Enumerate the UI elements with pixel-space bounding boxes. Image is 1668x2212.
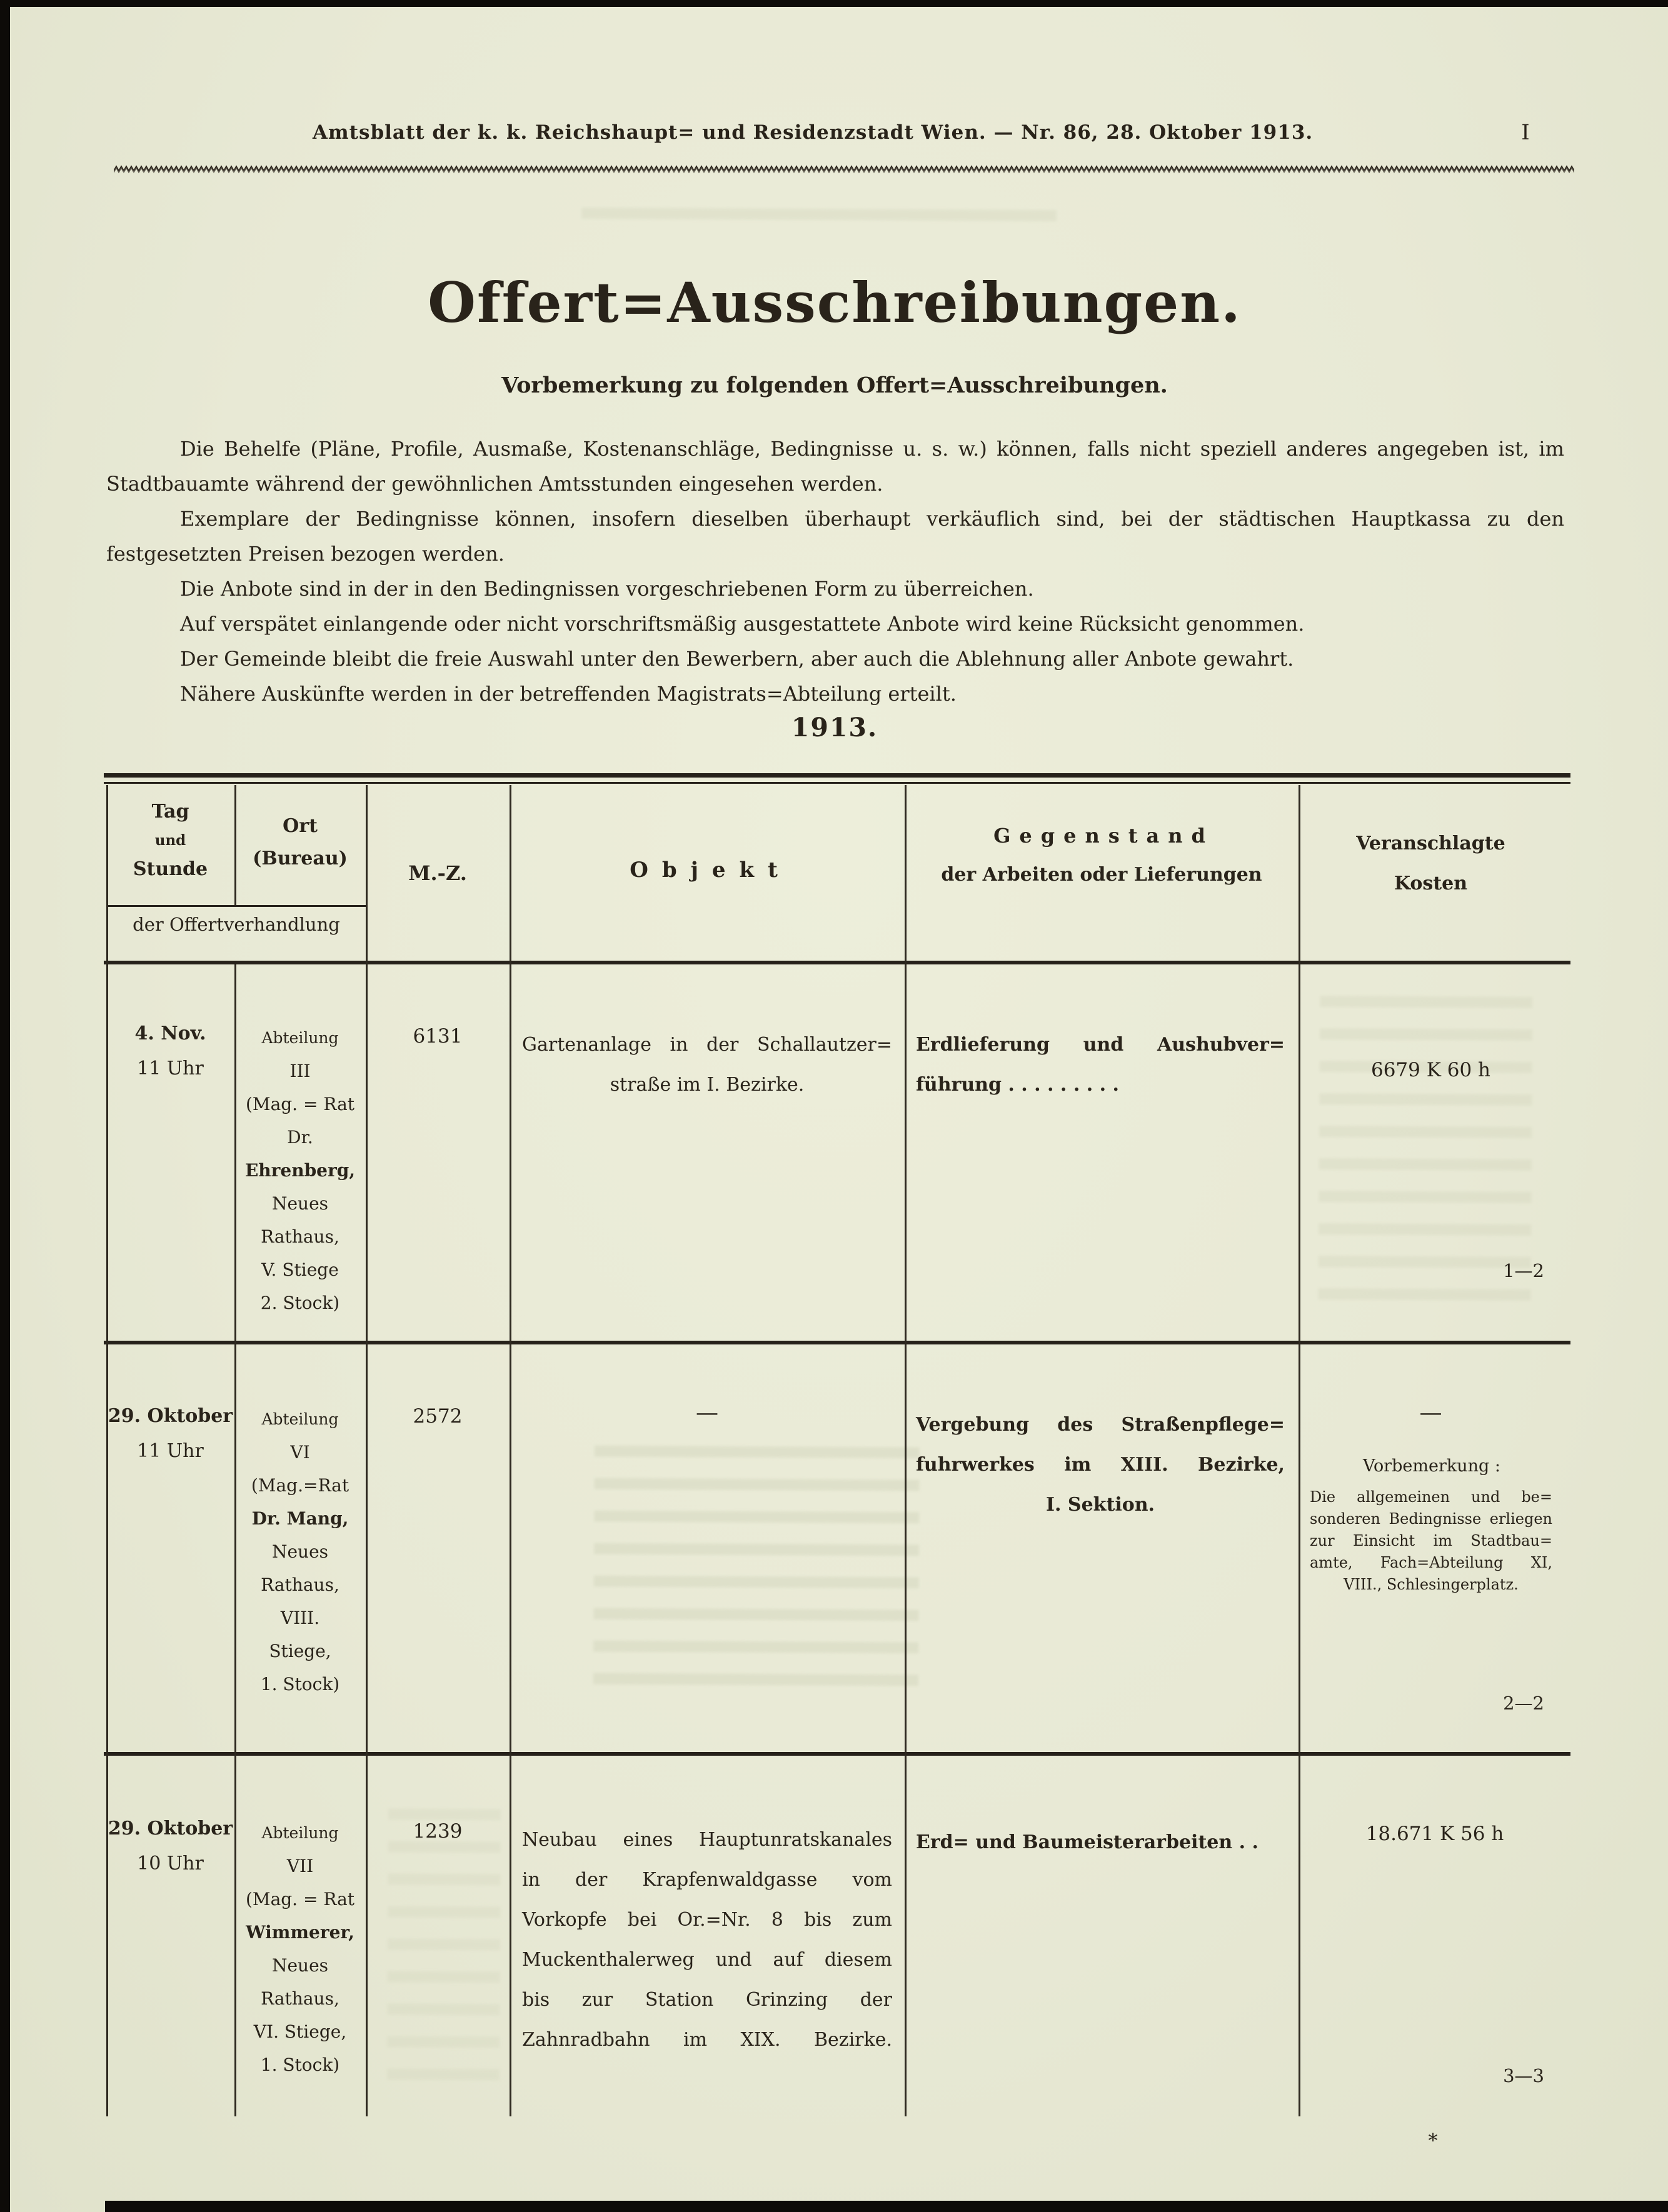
cell-tag: 4. Nov. [134, 1023, 206, 1044]
cell-line: Abteilung [261, 1824, 339, 1842]
column-divider [905, 785, 907, 2116]
page-number: I [1521, 120, 1530, 145]
cell-gegenstand [916, 1405, 1285, 1525]
bleedthrough-artifact [581, 186, 1057, 226]
cell-line: (Mag. = Rat [245, 1889, 355, 1909]
cell-mz: 2572 [413, 1405, 463, 1428]
scan-edge-left [0, 0, 10, 2212]
cell-mz: 1239 [413, 1820, 463, 1843]
header-gegenstand-sub: der Arbeiten oder Lieferungen [941, 864, 1262, 886]
cell-line: Zahnradbahn im XIX. Bezirke. [522, 2029, 892, 2051]
zigzag-rule [114, 164, 1574, 175]
table-top-rule-thick [104, 773, 1570, 778]
cell-line: Ehrenberg, [244, 1160, 356, 1181]
row-divider [104, 1341, 1570, 1344]
header-bottom-rule [104, 961, 1570, 964]
cell-line: Neues [271, 1193, 329, 1214]
cell-tag-stunde [100, 1399, 241, 1469]
cell-kosten: 6679 K 60 h [1370, 1059, 1491, 1081]
cell-line: I. Sektion. [1046, 1494, 1155, 1516]
cell-line: VI. Stiege, [253, 2021, 347, 2042]
cell-gegenstand [916, 1025, 1285, 1105]
cell-line: (Mag. = Rat [245, 1094, 355, 1114]
header-ort-bureau [234, 810, 366, 875]
intro-paragraph: Exemplare der Bedingnisse können, insofern dieselben überhaupt verkäuflich sind, bei der städtischen Hauptkassa zu den festgesetzten Preisen bezogen werden. [106, 507, 1564, 566]
row-marker: 2—2 [1503, 1693, 1544, 1714]
bleedthrough-artifact [593, 1424, 920, 1689]
cell-stunde: 10 Uhr [137, 1853, 204, 1874]
masthead: Amtsblatt der k. k. Reichshaupt= und Residenzstadt Wien. — Nr. 86, 28. Oktober 1913. [312, 121, 1314, 144]
column-divider [1299, 785, 1300, 2116]
cell-line: VIII. [280, 1608, 320, 1628]
cell-line: fuhrwerkes im XIII. Bezirke, [916, 1454, 1285, 1476]
cell-objekt [522, 1820, 892, 2060]
cell-line: Abteilung [261, 1410, 339, 1428]
cell-line: Vorkopfe bei Or.=Nr. 8 bis zum [522, 1909, 892, 1931]
note-line: amte, Fach=Abteilung XI, [1310, 1554, 1552, 1571]
header-tag-stunde [106, 798, 234, 884]
note-line: sonderen Bedingnisse erliegen [1310, 1510, 1552, 1528]
cell-line: Neues [271, 1955, 329, 1976]
cell-stunde: 11 Uhr [137, 1058, 204, 1079]
cell-ort-bureau [234, 1816, 366, 2081]
cell-line: 1. Stock) [260, 2054, 340, 2075]
column-divider [366, 785, 368, 2116]
cell-line: 1. Stock) [260, 1674, 340, 1694]
cell-objekt-dash: — [696, 1400, 718, 1426]
cell-line: V. Stiege [261, 1259, 339, 1280]
cell-line: Erd= und Baumeisterarbeiten . . [916, 1831, 1259, 1853]
cell-tag-stunde [100, 1811, 241, 1881]
cell-line: VII [286, 1856, 314, 1876]
intro-paragraph: Die Anbote sind in der in den Bedingnissen vorgeschriebenen Form zu überreichen. [180, 577, 1034, 601]
subtitle: Vorbemerkung zu folgenden Offert=Ausschreibungen. [501, 373, 1168, 398]
intro-paragraph: Auf verspätet einlangende oder nicht vorschriftsmäßig ausgestattete Anbote wird keine Rücksicht genommen. [180, 612, 1305, 636]
cell-line: Stiege, [269, 1641, 331, 1661]
table-top-rule-thin [104, 782, 1570, 784]
page-title: Offert=Ausschreibungen. [428, 270, 1242, 335]
header-line: und [154, 832, 186, 849]
cell-kosten: 18.671 K 56 h [1365, 1823, 1504, 1845]
cell-line: Gartenanlage in der Schallautzer= [522, 1034, 892, 1056]
note-line: VIII., Schlesingerplatz. [1344, 1576, 1519, 1593]
scan-edge-top [0, 0, 1668, 7]
cell-tag: 29. Oktober [108, 1405, 233, 1427]
row-marker: 1—2 [1503, 1260, 1544, 1281]
cell-line: Rathaus, [261, 1226, 339, 1247]
cell-line: Vergebung des Straßenpflege= [916, 1414, 1285, 1436]
vorbemerkung-title: Vorbemerkung : [1362, 1456, 1501, 1476]
cell-mz: 6131 [413, 1025, 463, 1048]
header-gegenstand: Gegenstand [993, 824, 1214, 848]
cell-line: Wimmerer, [246, 1922, 354, 1943]
cell-stunde: 11 Uhr [137, 1440, 204, 1462]
subheader-rule [106, 905, 366, 907]
cell-line: in der Krapfenwaldgasse vom [522, 1869, 892, 1891]
bleedthrough-artifact [1319, 974, 1533, 1301]
cell-ort-bureau [234, 1403, 366, 1701]
cell-tag-stunde [106, 1016, 234, 1086]
cell-line: 2. Stock) [260, 1293, 340, 1313]
cell-line: Erdlieferung und Aushubver= [916, 1034, 1285, 1056]
intro-paragraph: Die Behelfe (Pläne, Profile, Ausmaße, Kostenanschläge, Bedingnisse u. s. w.) können, falls nicht speziell anderes angegeben ist, im Stadtbauamte während der gewöhnlichen Amtsstunden eingesehen werden. [106, 437, 1564, 496]
cell-line: Dr. [287, 1127, 313, 1148]
footnote-star: * [1428, 2130, 1438, 2152]
vorbemerkung-note [1310, 1486, 1552, 1596]
header-line: (Bureau) [253, 848, 348, 869]
cell-line: bis zur Station Grinzing der [522, 1989, 892, 2011]
cell-line: führung . . . . . . . . . [916, 1074, 1119, 1096]
row-marker: 3—3 [1503, 2065, 1544, 2086]
cell-line: Neues [271, 1541, 329, 1562]
header-line: Stunde [133, 858, 208, 880]
cell-line: straße im I. Bezirke. [610, 1074, 805, 1096]
note-line: Die allgemeinen und be= [1310, 1488, 1552, 1506]
cell-line: VI [290, 1442, 310, 1463]
cell-line: (Mag.=Rat [251, 1475, 349, 1496]
column-divider [510, 785, 511, 2116]
cell-line: Muckenthalerweg und auf diesem [522, 1949, 892, 1971]
cell-line: III [289, 1061, 311, 1081]
cell-line: Rathaus, [261, 1988, 339, 2009]
row-divider [104, 1752, 1570, 1756]
header-line: Veranschlagte [1356, 833, 1505, 854]
header-kosten [1299, 824, 1563, 904]
cell-gegenstand [916, 1823, 1285, 1863]
header-line: Kosten [1394, 873, 1468, 894]
cell-tag: 29. Oktober [108, 1818, 233, 1839]
cell-line: Abteilung [261, 1029, 339, 1047]
cell-ort-bureau [234, 1021, 366, 1319]
header-mz: M.-Z. [408, 861, 467, 885]
header-offertverhandlung: der Offertverhandlung [133, 914, 340, 935]
cell-line: Rathaus, [261, 1574, 339, 1595]
scan-edge-bottom [105, 2201, 1668, 2212]
cell-line: Neubau eines Hauptunratskanales [522, 1829, 892, 1851]
header-line: Ort [283, 815, 318, 837]
cell-kosten-dash: — [1419, 1400, 1442, 1426]
intro-paragraph: Nähere Auskünfte werden in der betreffenden Magistrats=Abteilung erteilt. [180, 682, 957, 706]
cell-line: Dr. Mang, [251, 1508, 349, 1529]
header-objekt: Objekt [630, 858, 791, 883]
intro-paragraph: Der Gemeinde bleibt die freie Auswahl unter den Bewerbern, aber auch die Ablehnung aller Anbote gewahrt. [180, 647, 1294, 671]
cell-objekt [522, 1025, 892, 1105]
year-heading: 1913. [791, 713, 878, 743]
intro-section [106, 431, 1564, 711]
header-line: Tag [151, 801, 189, 823]
note-line: zur Einsicht im Stadtbau= [1310, 1532, 1552, 1549]
